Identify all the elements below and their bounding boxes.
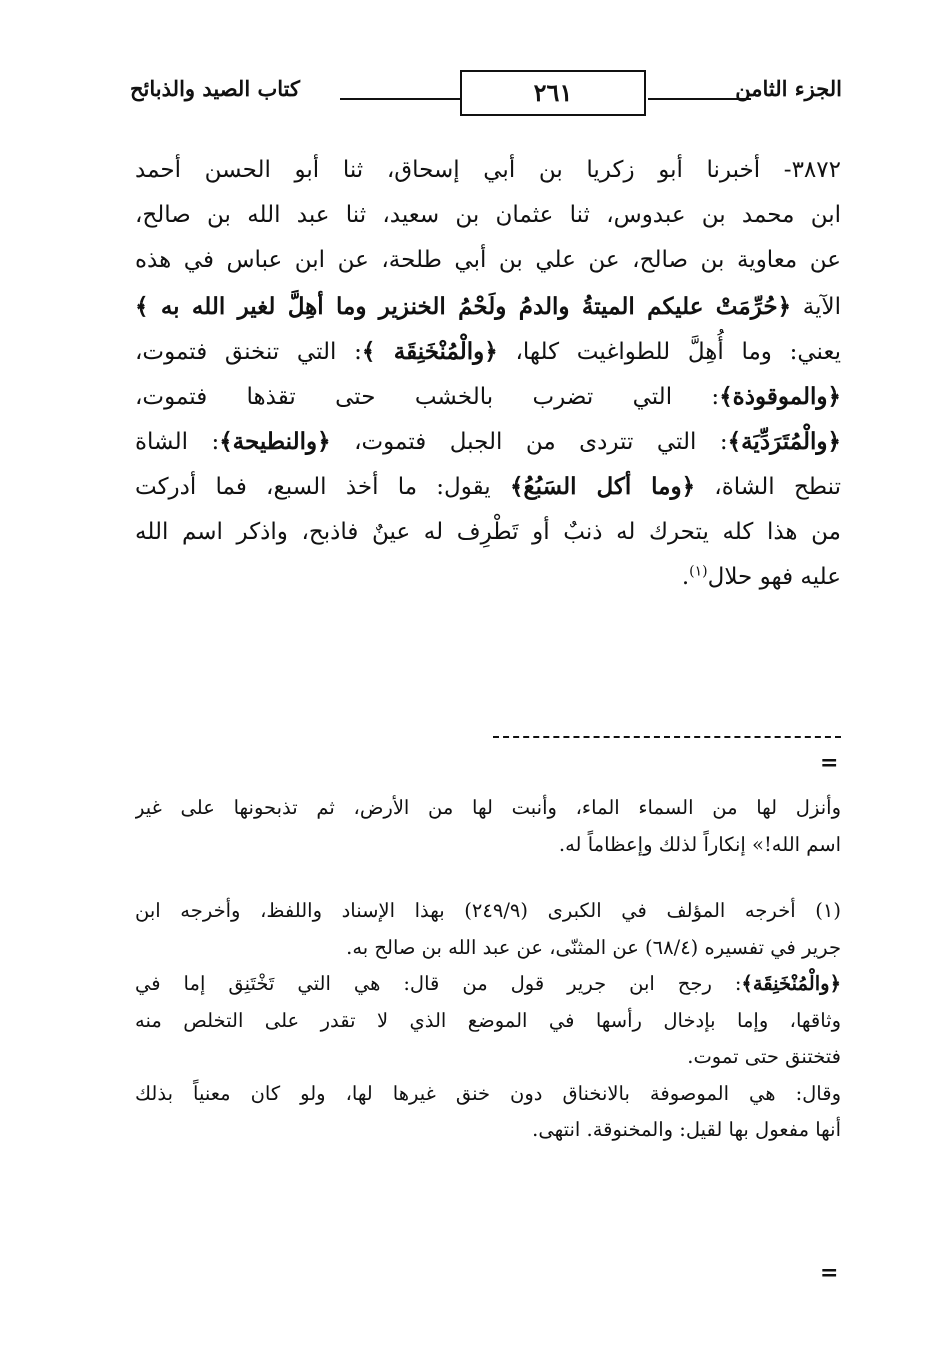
text-span: الآية	[791, 293, 841, 320]
page-header	[130, 70, 842, 122]
text-span: فتختنق حتى تموت.	[687, 1045, 841, 1068]
text-span: أنها مفعول بها لقيل: والمخنوقة. انتهى.	[532, 1118, 841, 1141]
text-line	[135, 374, 841, 419]
page-number: ٢٦١	[460, 70, 646, 116]
text-span: : الشاة	[135, 429, 220, 456]
text-span: تنطح الشاة،	[695, 474, 841, 501]
chapter-title: كتاب الصيد والذبائح	[130, 76, 300, 101]
footnote-1	[135, 893, 841, 1149]
text-line	[135, 329, 841, 374]
volume-title: الجزء الثامن	[735, 76, 842, 101]
quran-quote: ﴿وما أكل السَبُعُ﴾	[509, 473, 696, 501]
text-span: ٣٨٧٢- أخبرنا أبو زكريا بن أبي إسحاق، ثنا أبو الحسن أحمد	[135, 157, 841, 183]
text-span: من هذا كله يتحرك له ذنبٌ أو تَطْرِف له عينٌ فاذبح، واذكر اسم الله	[135, 518, 841, 545]
text-span: وقال: هي الموصوفة بالانخناق دون خنق غيرها لها، ولو كان معنياً بذلك	[135, 1081, 841, 1105]
text-span: : التي تنخنق فتموت،	[135, 338, 362, 365]
text-line	[135, 464, 841, 509]
text-line	[135, 238, 841, 283]
quran-quote: ﴿والْمُنْخَنِقَة ﴾	[361, 337, 498, 365]
page-end-mark: =	[820, 1260, 839, 1286]
footnote-line: وأنزل لها من السماء الماء، وأنبت لها من الأرض، ثم تذبحونها على غير	[135, 796, 841, 819]
footnote-line: اسم الله!» إنكاراً لذلك وإعظاماً له.	[558, 832, 841, 856]
text-span: : رجح ابن جرير قول من قال: هي التي تَخْتَنِق إما في	[135, 972, 742, 995]
quran-quote: ﴿والموقوذة﴾	[719, 382, 841, 410]
quran-quote: ﴿والْمُنْخَنِقَة﴾	[741, 972, 841, 995]
header-rule-left	[340, 98, 460, 100]
text-line	[135, 419, 841, 464]
footnote-separator	[493, 736, 841, 738]
footnote-ref: (١)	[689, 563, 708, 580]
text-span: : التي تضرب بالخشب حتى تقذها فتموت،	[135, 383, 720, 410]
footnote-continuation	[135, 790, 841, 863]
text-line	[135, 555, 841, 600]
quran-quote: ﴿والْمُتَرَدِّيَة﴾	[727, 428, 841, 456]
text-span: يقول: ما أخذ السبع، فما أدركت	[135, 474, 510, 501]
continuation-mark: =	[820, 750, 839, 776]
text-span: وثاقها، وإما بإدخال رأسها في الموضع الذي لا تقدر على التخلص منه	[135, 1008, 841, 1032]
header-rule-right	[648, 98, 751, 100]
text-span: يعني: وما أُهِلَّ للطواغيت كلها،	[497, 338, 841, 365]
footnote-line	[135, 930, 841, 967]
text-span: عن معاوية بن صالح، عن علي بن أبي طلحة، عن ابن عباس في هذه	[135, 247, 841, 274]
text-span: .	[681, 563, 690, 590]
main-text	[135, 148, 841, 600]
text-span: (١) أخرجه المؤلف في الكبرى (٢٤٩/٩) بهذا الإسناد واللفظ، وأخرجه ابن	[135, 899, 841, 922]
text-span: ابن محمد بن عبدوس، ثنا عثمان بن سعيد، ثنا عبد الله بن صالح،	[135, 202, 841, 229]
text-line	[135, 193, 841, 238]
quran-quote: ﴿والنطيحة﴾	[219, 428, 331, 456]
footnote-line	[135, 1039, 841, 1076]
text-line	[135, 284, 841, 329]
footnote-line	[135, 1076, 841, 1113]
text-span: : التي تتردى من الجبل فتموت،	[330, 429, 728, 456]
text-line	[135, 148, 841, 193]
quran-quote: ﴿حُرِّمَتْ عليكم الميتةُ والدمُ ولَحْمُ الخنزير وما أهِلَّ لغير الله به ﴾	[135, 292, 792, 320]
footnote-line	[135, 966, 841, 1003]
text-span: عليه فهو حلال	[707, 563, 841, 590]
text-span: جرير في تفسيره (٦٨/٤) عن المثنّى، عن عبد الله بن صالح به.	[346, 935, 841, 959]
text-line	[135, 510, 841, 555]
footnote-line	[135, 1112, 841, 1149]
footnote-line	[135, 1003, 841, 1040]
footnote-line	[135, 893, 841, 930]
